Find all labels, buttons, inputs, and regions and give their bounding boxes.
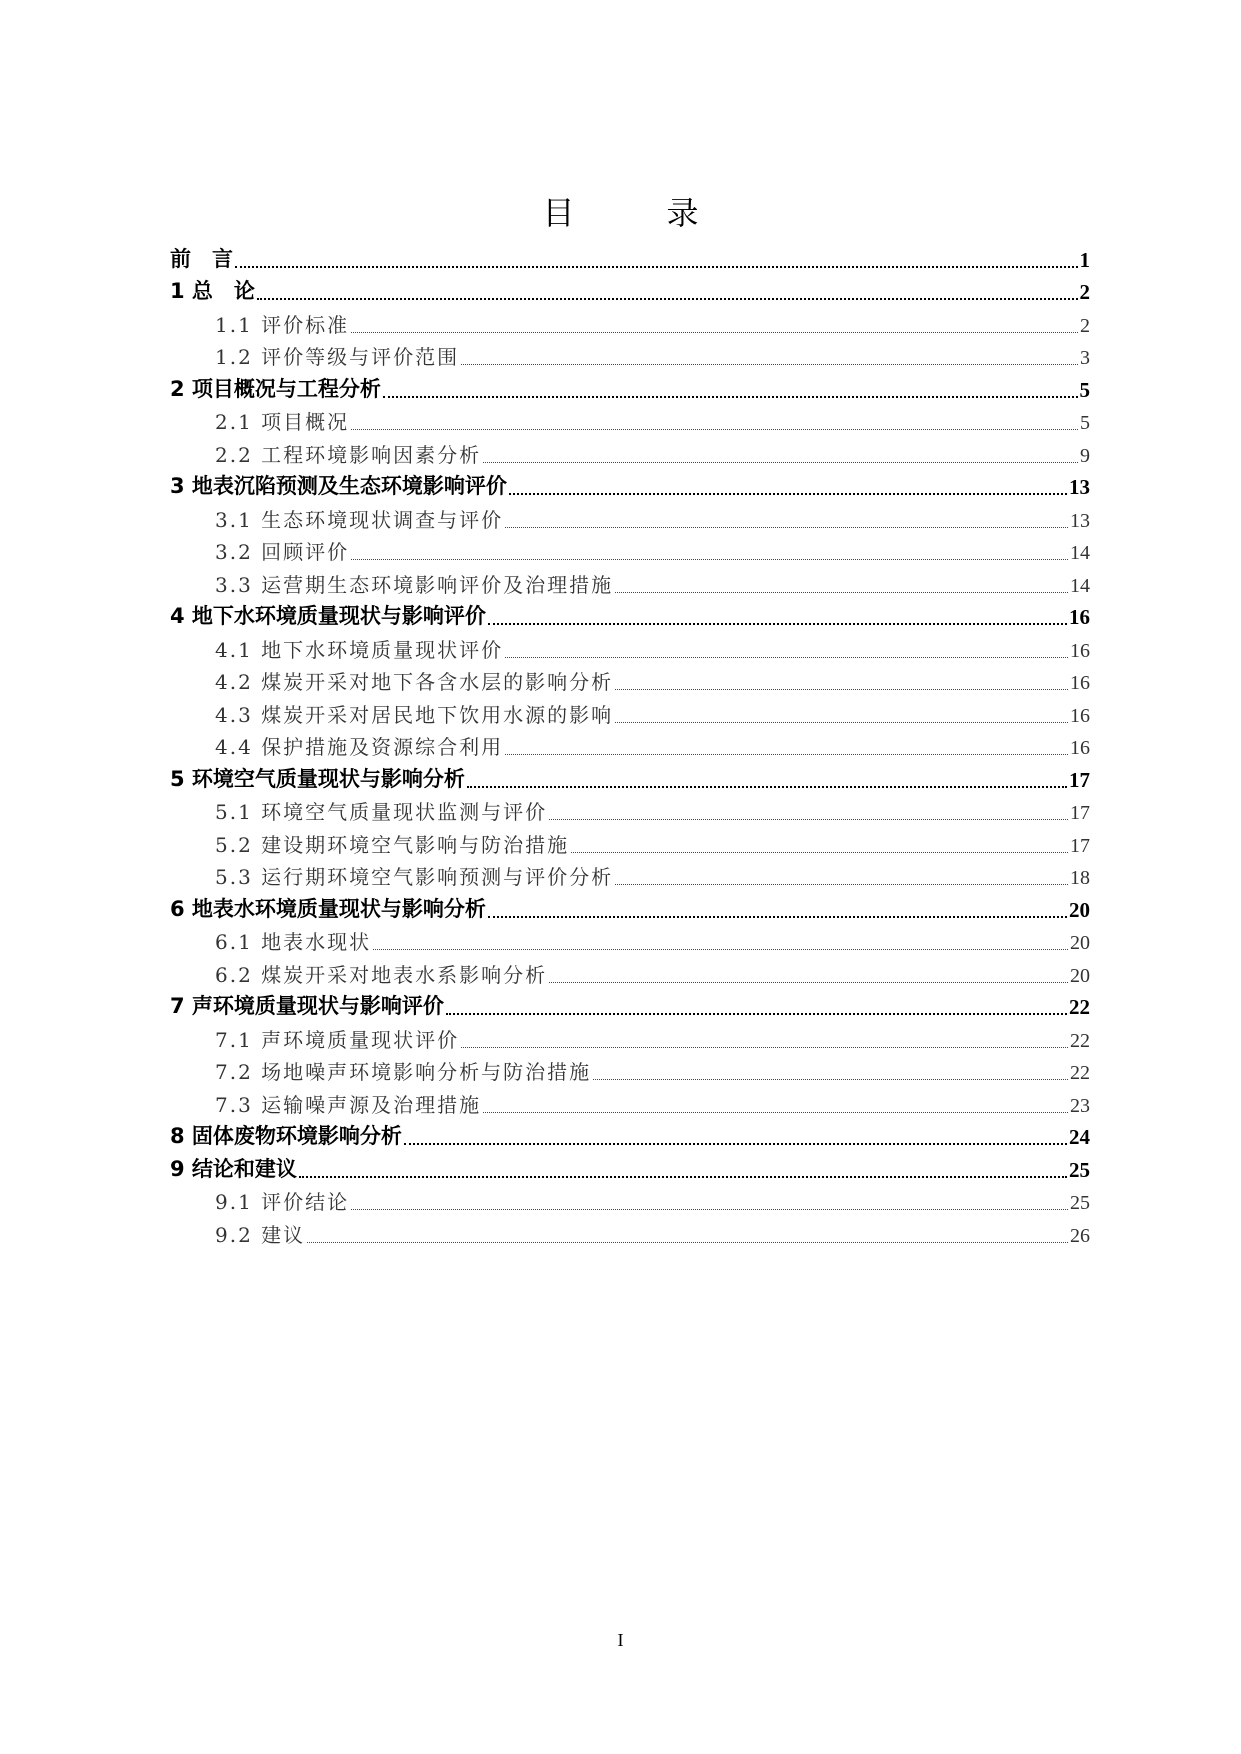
toc-section-entry[interactable]	[170, 732, 1090, 765]
toc-entry-page-number: 1	[1079, 247, 1090, 272]
toc-chapter-entry[interactable]	[170, 602, 1090, 635]
toc-section-entry[interactable]	[170, 504, 1090, 537]
toc-entry-title: 9.2 建议	[215, 1222, 306, 1247]
toc-chapter-entry[interactable]	[170, 764, 1090, 797]
toc-section-entry[interactable]	[170, 537, 1090, 570]
toc-entry-title: 4.2 煤炭开采对地下各含水层的影响分析	[215, 670, 614, 694]
toc-entry-title: 5.2 建设期环境空气影响与防治措施	[215, 832, 570, 857]
toc-dot-leader	[571, 852, 1068, 853]
toc-entry-page-number: 5	[1080, 412, 1090, 434]
toc-dot-leader	[593, 1079, 1068, 1080]
toc-dot-leader	[615, 722, 1068, 723]
toc-entry-page-number: 14	[1070, 542, 1090, 564]
toc-entry-title: 7 声环境质量现状与影响评价	[170, 994, 444, 1018]
toc-entry-title: 4.1 地下水环境质量现状评价	[215, 637, 504, 662]
toc-entry-title: 3 地表沉陷预测及生态环境影响评价	[170, 474, 507, 498]
toc-entry-title: 3.2 回顾评价	[215, 540, 350, 564]
toc-entry-page-number: 9	[1080, 444, 1090, 467]
toc-entry-title: 3.1 生态环境现状调查与评价	[215, 507, 504, 532]
toc-chapter-entry[interactable]	[170, 992, 1090, 1025]
toc-entry-title: 6 地表水环境质量现状与影响分析	[170, 896, 486, 921]
toc-entry-page-number: 16	[1070, 704, 1090, 727]
toc-entry-title: 3.3 运营期生态环境影响评价及治理措施	[215, 572, 614, 597]
toc-entry-title: 1.2 评价等级与评价范围	[215, 345, 460, 369]
toc-chapter-entry[interactable]	[170, 1122, 1090, 1155]
toc-entry-title: 前 言	[170, 246, 233, 271]
page-number: I	[617, 1630, 624, 1650]
toc-section-entry[interactable]	[170, 342, 1090, 375]
toc-dot-leader	[483, 462, 1078, 463]
toc-dot-leader	[235, 266, 1078, 268]
toc-section-entry[interactable]	[170, 1219, 1090, 1252]
toc-entry-title: 4.4 保护措施及资源综合利用	[215, 735, 504, 759]
toc-entry-page-number: 16	[1070, 737, 1090, 759]
toc-dot-leader	[351, 429, 1078, 430]
toc-entry-title: 2 项目概况与工程分析	[170, 376, 381, 401]
toc-dot-leader	[505, 754, 1068, 755]
toc-entry-page-number: 16	[1069, 605, 1090, 629]
toc-dot-leader	[615, 884, 1068, 885]
toc-dot-leader	[404, 1143, 1067, 1145]
toc-entry-page-number: 22	[1070, 1029, 1090, 1052]
toc-dot-leader	[483, 1112, 1068, 1113]
toc-dot-leader	[307, 1242, 1068, 1243]
toc-dot-leader	[509, 493, 1067, 495]
toc-dot-leader	[467, 786, 1067, 788]
toc-dot-leader	[461, 1047, 1068, 1048]
toc-dot-leader	[549, 819, 1068, 820]
toc-entry-title: 2.1 项目概况	[215, 410, 350, 434]
toc-dot-leader	[257, 298, 1078, 300]
toc-entry-title: 4.3 煤炭开采对居民地下饮用水源的影响	[215, 702, 614, 727]
toc-section-entry[interactable]	[170, 439, 1090, 472]
toc-entry-page-number: 14	[1070, 574, 1090, 597]
toc-entry-page-number: 16	[1070, 672, 1090, 694]
toc-entry-page-number: 20	[1069, 897, 1090, 922]
toc-dot-leader	[299, 1176, 1067, 1178]
toc-entry-page-number: 20	[1070, 932, 1090, 954]
toc-dot-leader	[373, 949, 1068, 950]
toc-entry-page-number: 13	[1070, 509, 1090, 532]
toc-entry-title: 2.2 工程环境影响因素分析	[215, 442, 482, 467]
toc-dot-leader	[615, 689, 1068, 690]
toc-chapter-entry[interactable]	[170, 472, 1090, 505]
toc-entry-page-number: 2	[1079, 280, 1090, 304]
toc-dot-leader	[351, 332, 1078, 333]
toc-entry-page-number: 17	[1070, 834, 1090, 857]
toc-entry-title: 9 结论和建议	[170, 1156, 297, 1181]
toc-section-entry[interactable]	[170, 1187, 1090, 1220]
toc-entry-page-number: 26	[1070, 1224, 1090, 1247]
toc-dot-leader	[505, 657, 1068, 658]
toc-section-entry[interactable]	[170, 1057, 1090, 1090]
toc-section-entry[interactable]	[170, 699, 1090, 732]
toc-dot-leader	[351, 559, 1068, 560]
toc-section-entry[interactable]	[170, 959, 1090, 992]
toc-entry-title: 5 环境空气质量现状与影响分析	[170, 766, 465, 791]
toc-dot-leader	[351, 1209, 1068, 1210]
toc-entry-page-number: 17	[1070, 802, 1090, 824]
toc-entry-page-number: 22	[1069, 995, 1090, 1019]
toc-section-entry[interactable]	[170, 309, 1090, 342]
toc-entry-title: 6.2 煤炭开采对地表水系影响分析	[215, 962, 548, 987]
toc-dot-leader	[505, 527, 1068, 528]
toc-section-entry[interactable]	[170, 862, 1090, 895]
toc-entry-title: 1 总 论	[170, 279, 255, 303]
toc-entry-title: 5.3 运行期环境空气影响预测与评价分析	[215, 865, 614, 889]
toc-entry-title: 7.3 运输噪声源及治理措施	[215, 1092, 482, 1117]
toc-chapter-entry[interactable]	[170, 277, 1090, 310]
toc-section-entry[interactable]	[170, 797, 1090, 830]
toc-entry-page-number: 13	[1069, 475, 1090, 499]
toc-entry-page-number: 17	[1069, 767, 1090, 792]
toc-entry-page-number: 5	[1079, 377, 1090, 402]
toc-entry-page-number: 16	[1070, 639, 1090, 662]
toc-entry-title: 4 地下水环境质量现状与影响评价	[170, 604, 486, 628]
toc-entry-title: 7.2 场地噪声环境影响分析与防治措施	[215, 1060, 592, 1084]
toc-chapter-entry[interactable]	[170, 1154, 1090, 1187]
toc-entry-title: 9.1 评价结论	[215, 1190, 350, 1214]
toc-dot-leader	[446, 1013, 1067, 1015]
toc-entry-page-number: 24	[1069, 1125, 1090, 1149]
toc-section-entry[interactable]	[170, 667, 1090, 700]
toc-entry-page-number: 3	[1080, 347, 1090, 369]
toc-section-entry[interactable]	[170, 927, 1090, 960]
toc-entry-page-number: 23	[1070, 1094, 1090, 1117]
page-title: 目 录	[542, 194, 729, 232]
toc-entry-title: 1.1 评价标准	[215, 312, 350, 337]
toc-chapter-entry[interactable]	[170, 374, 1090, 407]
toc-dot-leader	[488, 623, 1067, 625]
toc-dot-leader	[383, 396, 1078, 398]
toc-entry-page-number: 22	[1070, 1062, 1090, 1084]
table-of-contents	[170, 244, 1090, 1252]
toc-entry-page-number: 25	[1070, 1192, 1090, 1214]
toc-dot-leader	[488, 916, 1067, 918]
toc-dot-leader	[461, 364, 1078, 365]
toc-section-entry[interactable]	[170, 569, 1090, 602]
toc-entry-page-number: 25	[1069, 1157, 1090, 1182]
toc-entry-title: 6.1 地表水现状	[215, 930, 372, 954]
toc-section-entry[interactable]	[170, 407, 1090, 440]
toc-entry-page-number: 20	[1070, 964, 1090, 987]
toc-entry-title: 5.1 环境空气质量现状监测与评价	[215, 800, 548, 824]
toc-section-entry[interactable]	[170, 829, 1090, 862]
toc-entry-title: 7.1 声环境质量现状评价	[215, 1027, 460, 1052]
toc-section-entry[interactable]	[170, 1089, 1090, 1122]
toc-dot-leader	[615, 592, 1068, 593]
toc-entry-page-number: 2	[1080, 314, 1090, 337]
toc-section-entry[interactable]	[170, 634, 1090, 667]
toc-chapter-entry[interactable]	[170, 894, 1090, 927]
toc-entry-page-number: 18	[1070, 867, 1090, 889]
toc-section-entry[interactable]	[170, 1024, 1090, 1057]
toc-dot-leader	[549, 982, 1068, 983]
toc-chapter-entry[interactable]	[170, 244, 1090, 277]
toc-entry-title: 8 固体废物环境影响分析	[170, 1124, 402, 1148]
